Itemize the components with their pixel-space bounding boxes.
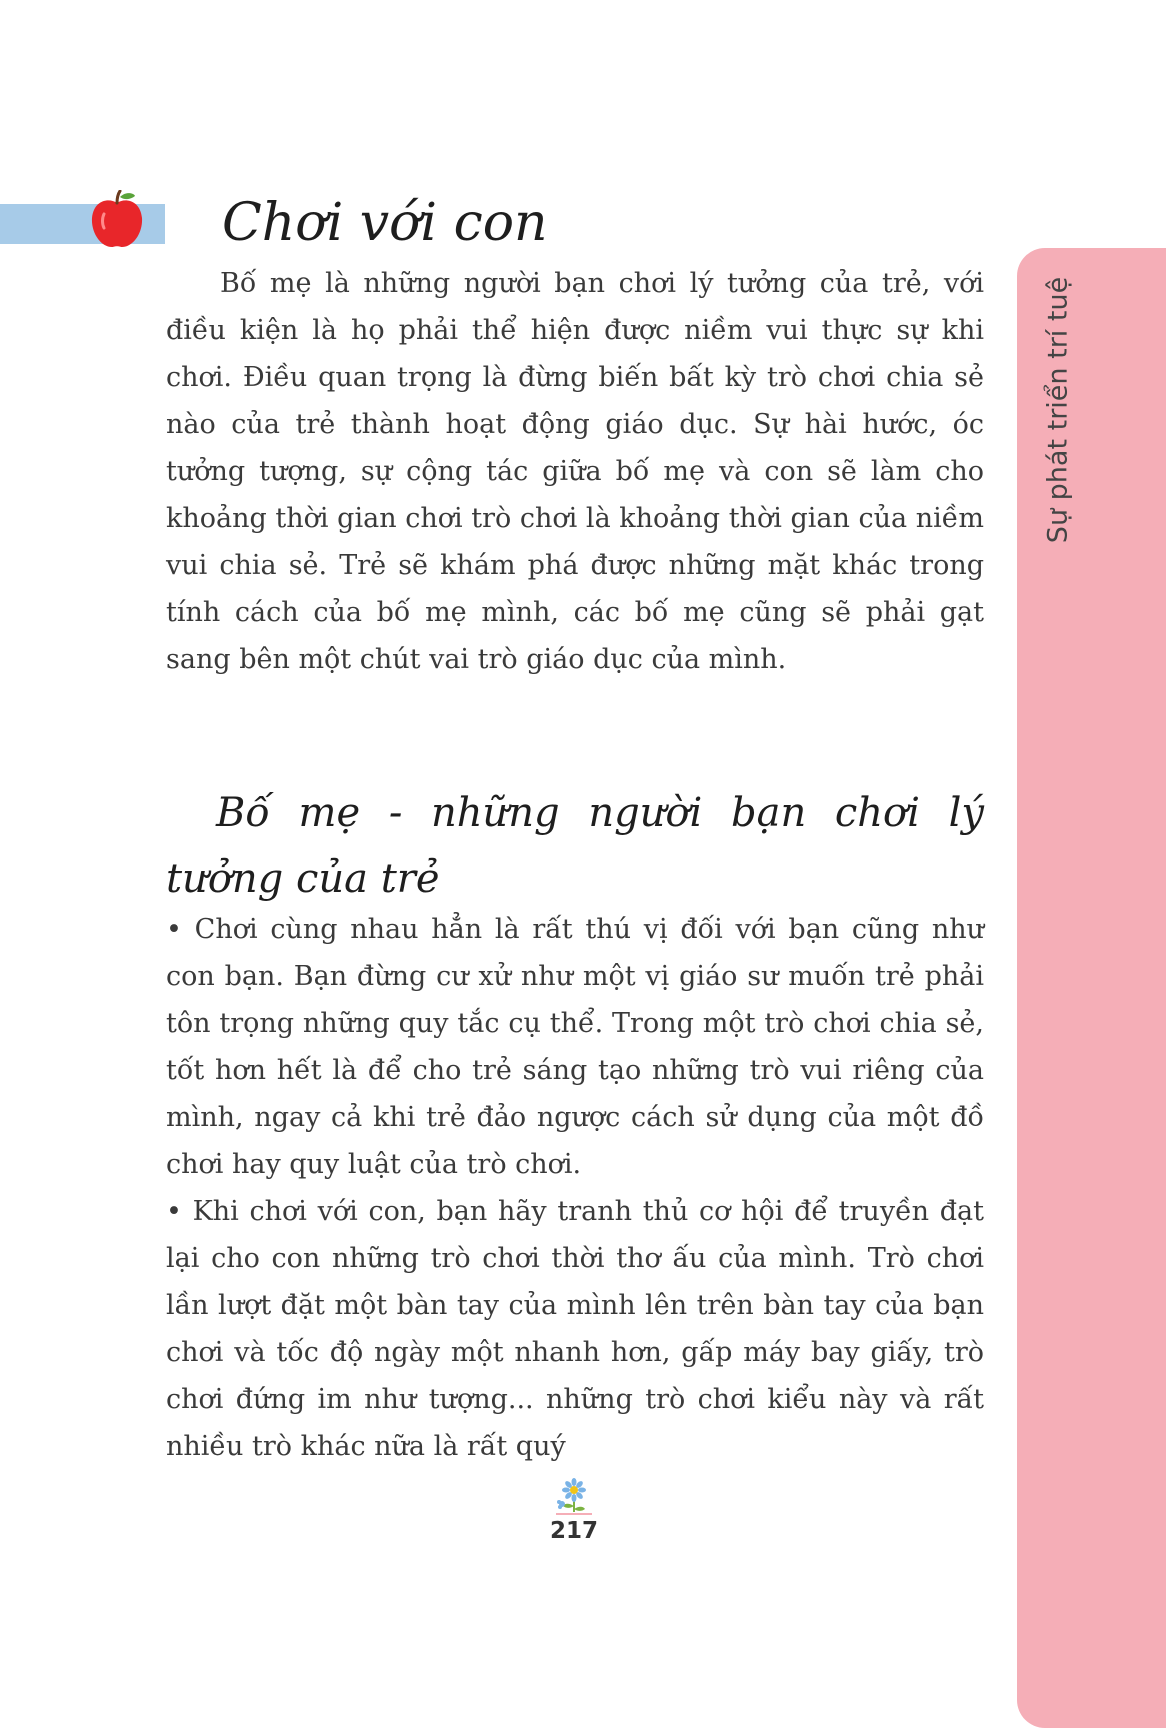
chapter-side-tab	[1017, 248, 1166, 1728]
apple-icon	[86, 190, 148, 252]
chapter-label: Sự phát triển trí tuệ	[1042, 276, 1074, 544]
intro-section	[166, 260, 984, 683]
page-title: Chơi với con	[222, 193, 548, 253]
page-number: 217	[549, 1518, 598, 1544]
section-title: Bố mẹ - những người bạn chơi lý tưởng của trẻ	[166, 790, 984, 902]
flower-icon	[552, 1478, 596, 1518]
bullet-paragraph: • Chơi cùng nhau hẳn là rất thú vị đối với bạn cũng như con bạn. Bạn đừng cư xử như một vị giáo sư muốn trẻ phải tôn trọng những quy tắc cụ thể. Trong một trò chơi chia sẻ, tốt hơn hết là để cho trẻ sáng tạo những trò vui riêng của mình, ngay cả khi trẻ đảo ngược cách sử dụng của một đồ chơi hay quy luật của trò chơi.	[166, 914, 984, 1180]
intro-paragraph: Bố mẹ là những người bạn chơi lý tưởng của trẻ, với điều kiện là họ phải thể hiện được niềm vui thực sự khi chơi. Điều quan trọng là đừng biến bất kỳ trò chơi chia sẻ nào của trẻ thành hoạt động giáo dục. Sự hài hước, óc tưởng tượng, sự cộng tác giữa bố mẹ và con sẽ làm cho khoảng thời gian chơi trò chơi là khoảng thời gian của niềm vui chia sẻ. Trẻ sẽ khám phá được những mặt khác trong tính cách của bố mẹ mình, các bố mẹ cũng sẽ phải gạt sang bên một chút vai trò giáo dục của mình.	[166, 268, 984, 675]
bullet-section	[166, 906, 984, 1470]
page-footer	[534, 1478, 614, 1544]
bullet-paragraph: • Khi chơi với con, bạn hãy tranh thủ cơ hội để truyền đạt lại cho con những trò chơi thời thơ ấu của mình. Trò chơi lần lượt đặt một bàn tay của mình lên trên bàn tay của bạn chơi và tốc độ ngày một nhanh hơn, gấp máy bay giấy, trò chơi đứng im như tượng... những trò chơi kiểu này và rất nhiều trò khác nữa là rất quý	[166, 1196, 984, 1462]
